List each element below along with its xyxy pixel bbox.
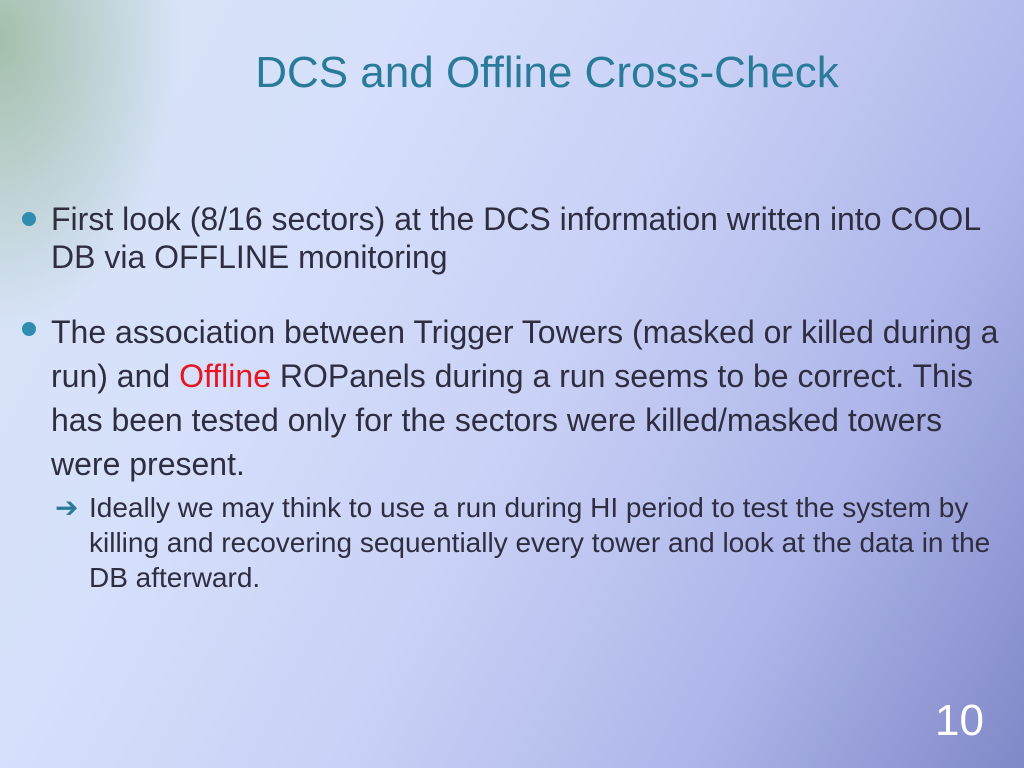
bullet-text bbox=[51, 310, 1012, 486]
sub-bullet-text: Ideally we may think to use a run during HI period to test the system by killing and recovering sequentially every tower and look at the data in the DB afterward. bbox=[89, 492, 991, 593]
circle-bullet-icon bbox=[22, 322, 36, 336]
slide-title: DCS and Offline Cross-Check bbox=[255, 48, 839, 97]
bullet-item bbox=[22, 200, 1012, 276]
bullet-text: First look (8/16 sectors) at the DCS information written into COOL DB via OFFLINE monitoring bbox=[51, 201, 980, 275]
bullet-text-end: ROPanels during a run seems to be correct. This has been tested only for the sectors were killed/masked towers were present. bbox=[51, 358, 973, 482]
sub-bullet-item bbox=[55, 490, 995, 595]
highlighted-word: Offline bbox=[179, 358, 271, 394]
bullet-text-start: The association between Trigger Towers (masked or killed during a run) and bbox=[51, 314, 999, 394]
page-number: 10 bbox=[935, 696, 984, 745]
arrow-right-icon: ➔ bbox=[55, 492, 79, 523]
circle-bullet-icon bbox=[22, 212, 36, 226]
bullet-item bbox=[22, 310, 1012, 486]
